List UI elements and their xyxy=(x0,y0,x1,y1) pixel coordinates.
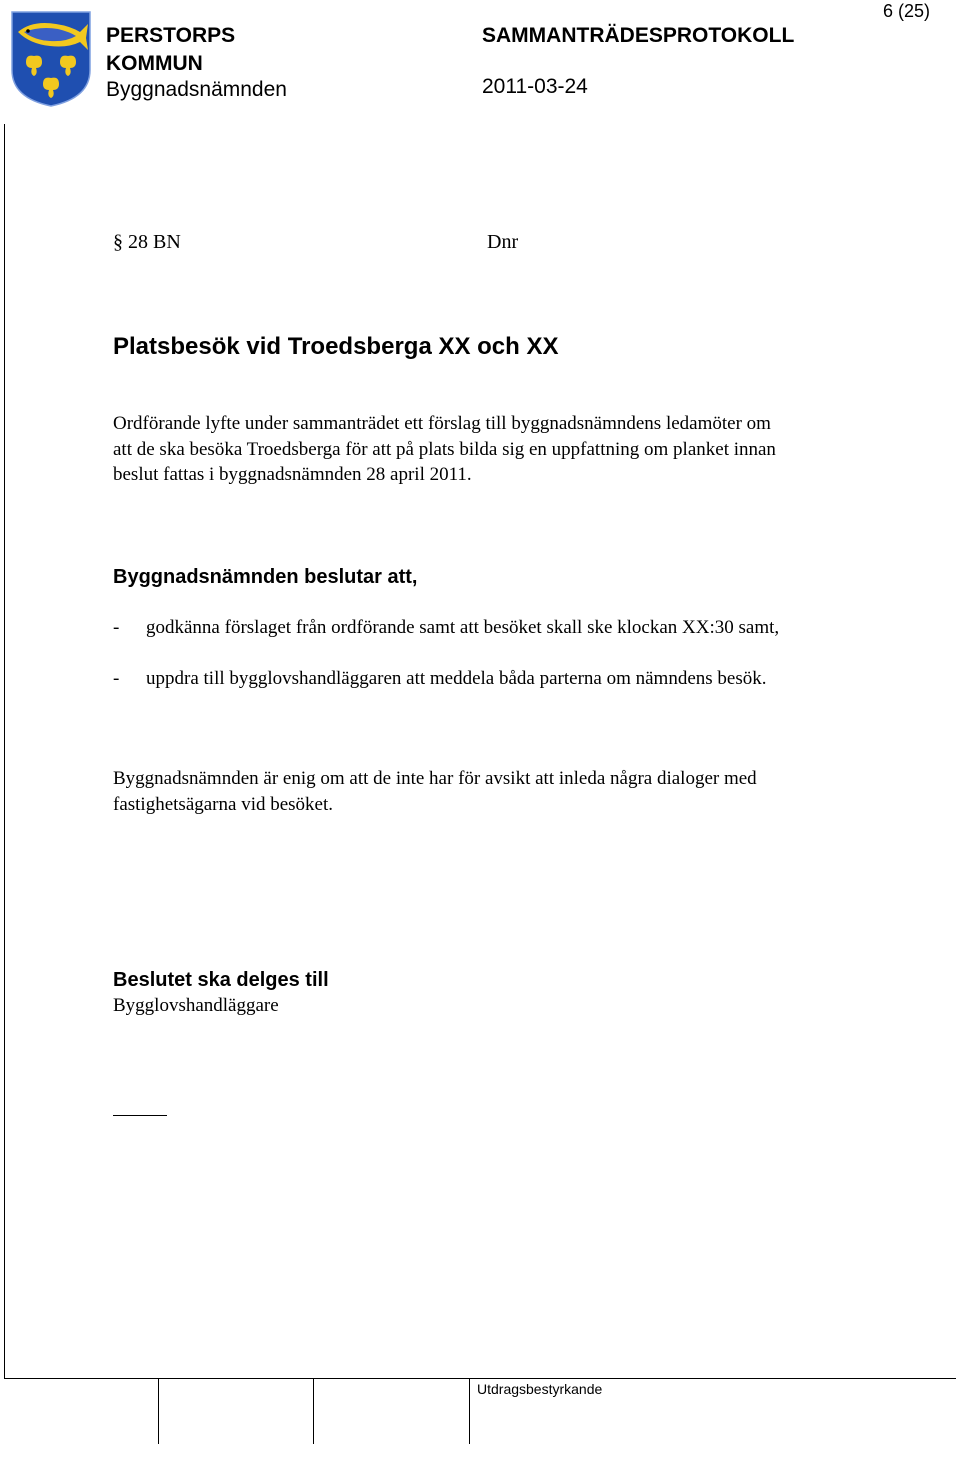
case-title: Platsbesök vid Troedsberga XX och XX xyxy=(113,333,559,360)
distribution-recipient: Bygglovshandläggare xyxy=(113,995,279,1016)
end-rule xyxy=(113,1115,167,1116)
municipality-coat-of-arms-logo xyxy=(10,10,92,108)
note-line: Byggnadsnämnden är enig om att de inte har för avsikt att inleda några dialoger med xyxy=(113,768,757,789)
list-item-dash: - xyxy=(113,668,120,689)
document-type: SAMMANTRÄDESPROTOKOLL xyxy=(482,24,795,47)
list-item-dash: - xyxy=(113,617,120,638)
meeting-date: 2011-03-24 xyxy=(482,75,588,98)
footer-divider xyxy=(158,1378,159,1444)
diary-number-label: Dnr xyxy=(487,231,519,253)
organization-name-line2: KOMMUN xyxy=(106,52,203,75)
intro-line: beslut fattas i byggnadsnämnden 28 april 2011. xyxy=(113,464,472,485)
distribution-heading: Beslutet ska delges till xyxy=(113,969,329,991)
footer-top-line xyxy=(4,1378,956,1379)
intro-line: Ordförande lyfte under sammanträdet ett förslag till byggnadsnämndens ledamöter om xyxy=(113,413,771,434)
intro-line: att de ska besöka Troedsberga för att på plats bilda sig en uppfattning om planket innan xyxy=(113,438,776,460)
department-name: Byggnadsnämnden xyxy=(106,78,287,101)
decision-item: godkänna förslaget från ordförande samt att besöket skall ske klockan XX:30 samt, xyxy=(146,617,780,638)
page-number: 6 (25) xyxy=(882,1,930,21)
section-number: § 28 BN xyxy=(113,231,181,253)
organization-name-line1: PERSTORPS xyxy=(106,24,236,47)
decision-item: uppdra till bygglovshandläggaren att meddela båda parterna om nämndens besök. xyxy=(146,668,767,689)
left-margin-line xyxy=(4,124,5,1378)
footer-divider xyxy=(313,1378,314,1444)
note-paragraph xyxy=(113,766,913,817)
certification-label: Utdragsbestyrkande xyxy=(477,1381,603,1397)
intro-paragraph xyxy=(113,411,913,488)
note-line: fastighetsägarna vid besöket. xyxy=(113,793,334,815)
decision-heading: Byggnadsnämnden beslutar att, xyxy=(113,566,418,588)
footer-divider xyxy=(469,1378,470,1444)
